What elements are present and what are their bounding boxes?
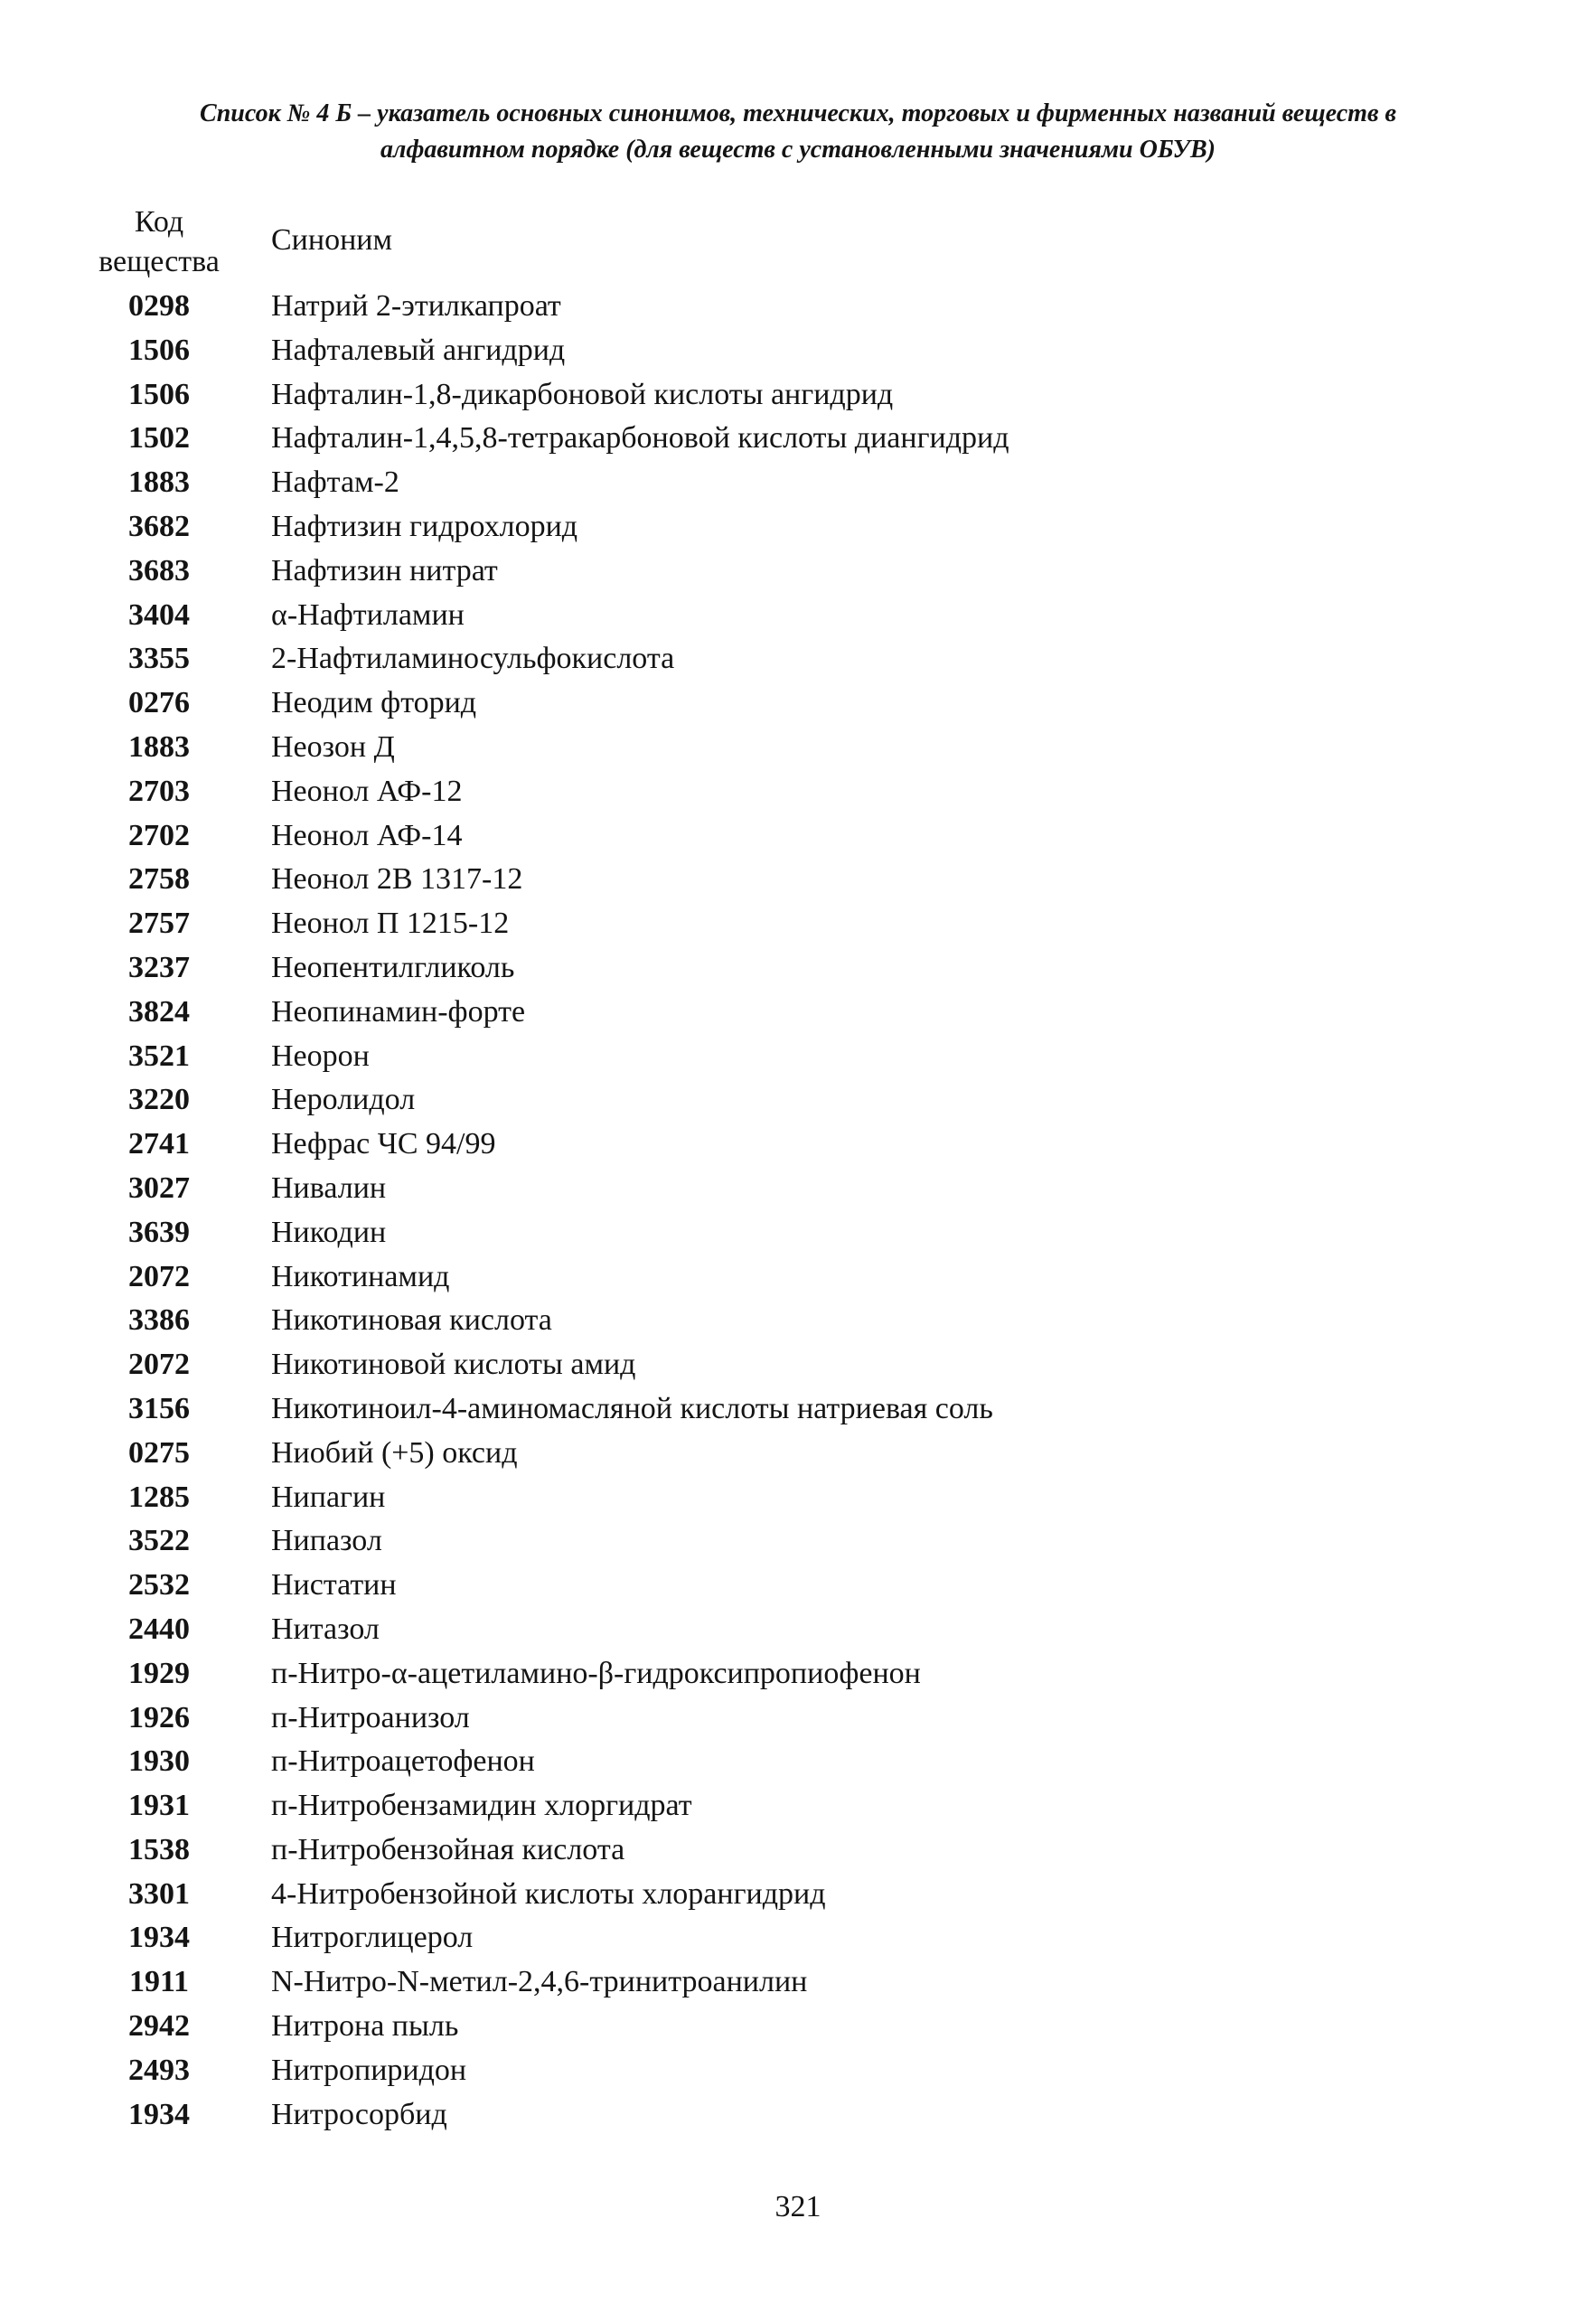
table-row — [0, 1519, 1596, 1564]
substance-synonym: 4-Нитробензойной кислоты хлорангидрид — [271, 1876, 826, 1911]
substance-code: 2440 — [128, 1612, 190, 1646]
substance-code: 2942 — [128, 2009, 190, 2044]
substance-code: 3156 — [128, 1391, 190, 1425]
column-header-synonym: Синоним — [271, 223, 392, 257]
substance-code: 1883 — [128, 729, 190, 764]
table-row — [0, 461, 1596, 505]
substance-synonym: Никотинамид — [271, 1259, 450, 1293]
table-row — [0, 1608, 1596, 1652]
substance-synonym: Неопинамин-форте — [271, 994, 526, 1029]
table-row — [0, 682, 1596, 726]
substance-code: 1931 — [128, 1789, 190, 1823]
substance-code: 1934 — [128, 1921, 190, 1955]
column-header-code — [87, 202, 231, 282]
table-row — [0, 1078, 1596, 1123]
substance-synonym: Нитросорбид — [271, 2097, 447, 2131]
substance-code: 1502 — [128, 421, 190, 456]
table-row — [0, 1697, 1596, 1741]
table-row — [0, 2049, 1596, 2093]
substance-code: 3027 — [128, 1170, 190, 1205]
substance-code: 1926 — [128, 1700, 190, 1734]
substance-code: 3220 — [128, 1083, 190, 1117]
substance-synonym: Неонол АФ-12 — [271, 774, 463, 808]
substance-code: 3824 — [128, 994, 190, 1029]
substance-code: 2493 — [128, 2053, 190, 2087]
table-row — [0, 991, 1596, 1035]
list-caption-line-1: Список № 4 Б – указатель основных синонимов, технических, торговых и фирменных названий веществ в — [200, 99, 1396, 127]
substance-synonym: Нафталевый ангидрид — [271, 333, 566, 367]
substance-synonym: Нафтизин нитрат — [271, 553, 498, 588]
substance-code: 3682 — [128, 509, 190, 543]
column-header-code-line-2: вещества — [99, 245, 220, 278]
substance-synonym: Нефрас ЧС 94/99 — [271, 1127, 496, 1161]
substance-synonym: Нафталин-1,4,5,8-тетракарбоновой кислоты диангидрид — [271, 421, 1009, 456]
substance-code: 3301 — [128, 1876, 190, 1911]
substance-synonym: Неонол 2В 1317-12 — [271, 862, 523, 897]
substance-synonym: Нистатин — [271, 1568, 397, 1603]
table-row — [0, 417, 1596, 461]
substance-code: 3639 — [128, 1215, 190, 1249]
substance-code: 2703 — [128, 774, 190, 808]
table-row — [0, 858, 1596, 902]
substance-synonym: Неозон Д — [271, 729, 395, 764]
substance-code: 3355 — [128, 642, 190, 676]
table-row — [0, 1387, 1596, 1432]
substance-code: 2532 — [128, 1568, 190, 1603]
substance-synonym: 2-Нафтиламиносульфокислота — [271, 642, 675, 676]
table-row — [0, 1476, 1596, 1520]
table-row — [0, 814, 1596, 859]
table-row — [0, 2005, 1596, 2049]
substance-code: 1883 — [128, 465, 190, 500]
substance-code: 1930 — [128, 1744, 190, 1779]
substance-synonym: п-Нитро-α-ацетиламино-β-гидроксипропиофенон — [271, 1656, 921, 1690]
substance-synonym: Неролидол — [271, 1083, 416, 1117]
substance-synonym: Неорон — [271, 1039, 370, 1073]
substance-synonym: п-Нитробензойная кислота — [271, 1832, 625, 1866]
substance-synonym: Нафтам-2 — [271, 465, 399, 500]
substance-code: 3237 — [128, 950, 190, 984]
substance-synonym: Ниобий (+5) оксид — [271, 1435, 518, 1470]
substance-synonym: N-Нитро-N-метил-2,4,6-тринитроанилин — [271, 1965, 808, 1999]
substance-code: 1934 — [128, 2097, 190, 2131]
substance-code: 1285 — [128, 1480, 190, 1514]
table-row — [0, 285, 1596, 329]
substance-synonym: Нитазол — [271, 1612, 380, 1646]
substance-code: 2741 — [128, 1127, 190, 1161]
substance-synonym: Неопентилгликоль — [271, 950, 515, 984]
substance-synonym: Неонол П 1215-12 — [271, 907, 510, 941]
substance-code: 2072 — [128, 1259, 190, 1293]
table-row — [0, 550, 1596, 594]
substance-synonym: Никотиновая кислота — [271, 1303, 552, 1338]
table-row — [0, 373, 1596, 418]
substance-synonym: Нитрона пыль — [271, 2009, 459, 2044]
substance-synonym: Нипазол — [271, 1524, 382, 1558]
substance-code: 0298 — [128, 289, 190, 323]
table-row — [0, 1960, 1596, 2005]
table-row — [0, 1211, 1596, 1255]
table-row — [0, 1167, 1596, 1211]
substance-synonym: Нафталин-1,8-дикарбоновой кислоты ангидрид — [271, 377, 894, 411]
substance-code: 0276 — [128, 686, 190, 720]
table-row — [0, 726, 1596, 770]
page-number: 321 — [775, 2190, 821, 2223]
substance-code: 3522 — [128, 1524, 190, 1558]
column-header-code-line-1: Код — [134, 205, 184, 239]
substance-synonym: Никотиновой кислоты амид — [271, 1348, 636, 1382]
substance-synonym: Неодим фторид — [271, 686, 477, 720]
substance-code: 1929 — [128, 1656, 190, 1690]
substance-synonym: Нипагин — [271, 1480, 386, 1514]
table-row — [0, 1652, 1596, 1697]
table-row — [0, 1343, 1596, 1387]
substance-synonym: Нитроглицерол — [271, 1921, 474, 1955]
substance-synonym: п-Нитроанизол — [271, 1700, 470, 1734]
table-row — [0, 1740, 1596, 1784]
substance-synonym: α-Нафтиламин — [271, 597, 465, 632]
substance-code: 2702 — [128, 818, 190, 852]
table-row — [0, 1784, 1596, 1828]
substance-synonym: Натрий 2-этилкапроат — [271, 289, 561, 323]
substance-synonym: Никотиноил-4-аминомасляной кислоты натриевая соль — [271, 1391, 993, 1425]
table-row — [0, 2093, 1596, 2138]
substance-code: 2072 — [128, 1348, 190, 1382]
table-row — [0, 505, 1596, 550]
substance-code: 1911 — [128, 1965, 190, 1999]
substance-synonym: Нафтизин гидрохлорид — [271, 509, 578, 543]
table-row — [0, 637, 1596, 682]
table-row — [0, 594, 1596, 638]
substance-code: 3683 — [128, 553, 190, 588]
substance-code: 2758 — [128, 862, 190, 897]
substance-code: 1506 — [128, 333, 190, 367]
substance-synonym: п-Нитроацетофенон — [271, 1744, 535, 1779]
table-row — [0, 1299, 1596, 1343]
substance-code: 3404 — [128, 597, 190, 632]
table-row — [0, 1123, 1596, 1167]
synonym-table — [0, 285, 1596, 2137]
substance-code: 1506 — [128, 377, 190, 411]
table-row — [0, 1916, 1596, 1960]
substance-code: 3521 — [128, 1039, 190, 1073]
table-row — [0, 902, 1596, 946]
table-row — [0, 1828, 1596, 1873]
table-row — [0, 1255, 1596, 1300]
table-row — [0, 329, 1596, 373]
substance-synonym: п-Нитробензамидин хлоргидрат — [271, 1789, 692, 1823]
table-row — [0, 946, 1596, 991]
table-row — [0, 1873, 1596, 1917]
table-row — [0, 1564, 1596, 1608]
list-caption-line-2: алфавитном порядке (для веществ с установленными значениями ОБУВ) — [380, 136, 1216, 164]
substance-synonym: Нивалин — [271, 1170, 387, 1205]
substance-synonym: Никодин — [271, 1215, 387, 1249]
substance-code: 0275 — [128, 1435, 190, 1470]
substance-code: 3386 — [128, 1303, 190, 1338]
substance-code: 2757 — [128, 907, 190, 941]
table-row — [0, 1035, 1596, 1079]
table-row — [0, 1432, 1596, 1476]
substance-code: 1538 — [128, 1832, 190, 1866]
substance-synonym: Нитропиридон — [271, 2053, 467, 2087]
table-row — [0, 770, 1596, 814]
substance-synonym: Неонол АФ-14 — [271, 818, 463, 852]
